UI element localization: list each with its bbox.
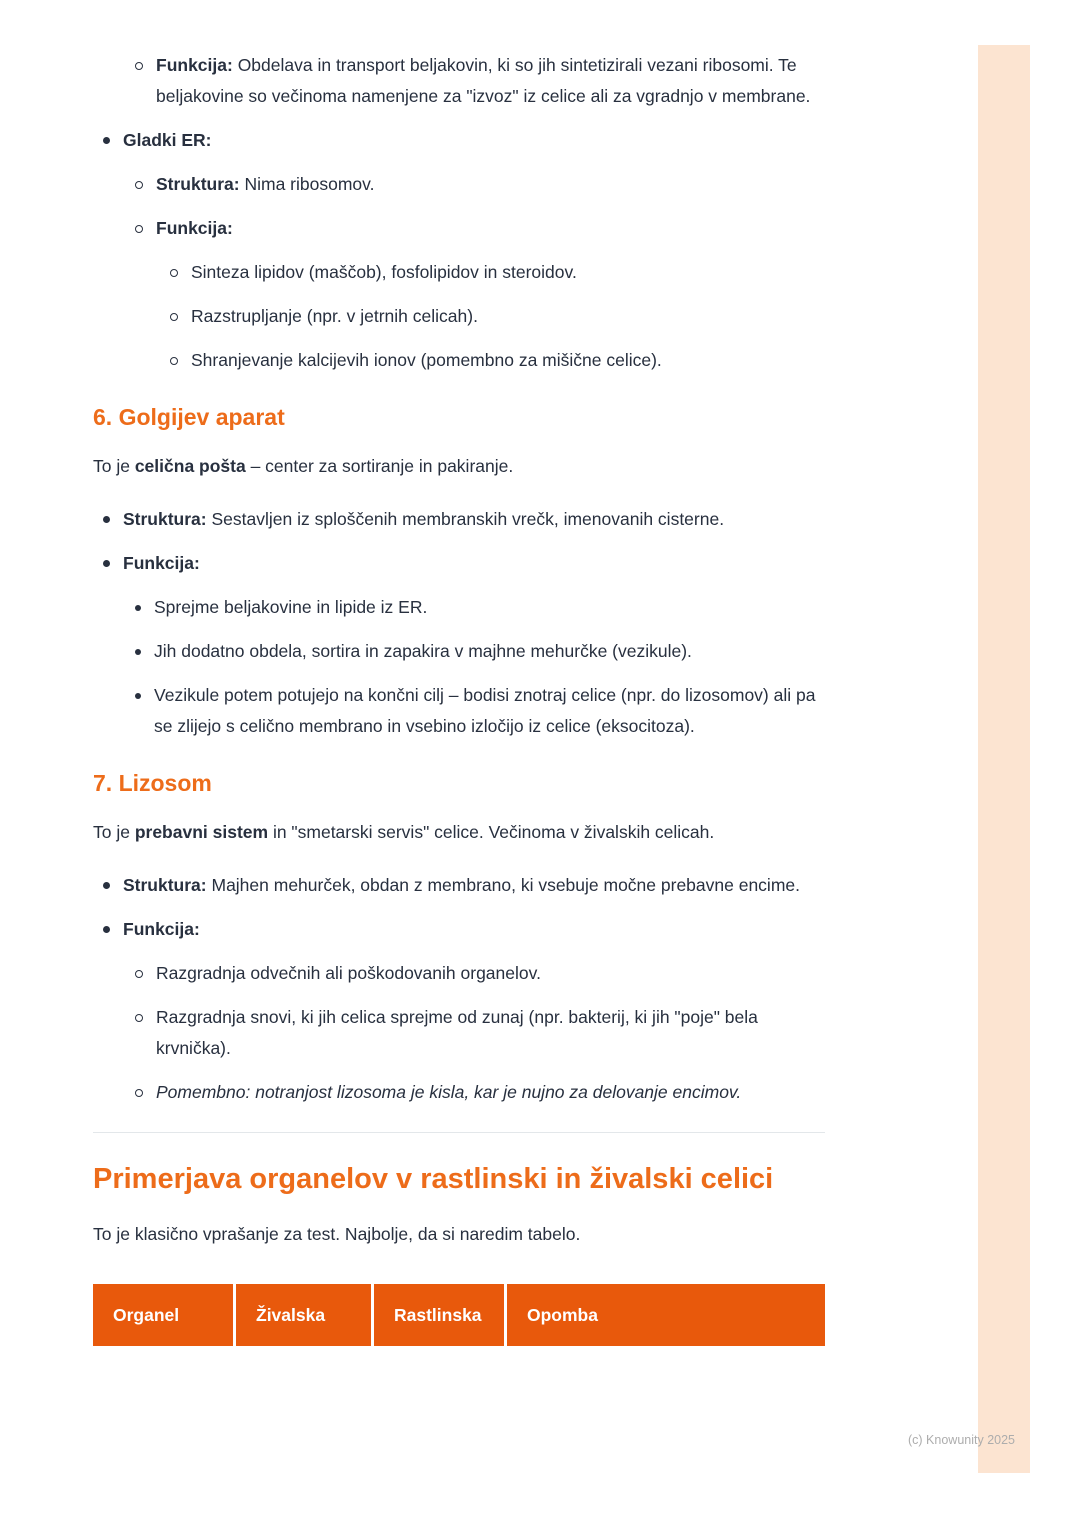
table-header-organel: Organel	[93, 1284, 233, 1346]
bullet-circle-icon	[135, 62, 143, 70]
list-item	[93, 125, 825, 156]
section-divider	[93, 1132, 825, 1133]
bullet-disc-icon	[135, 605, 141, 611]
list-item-text	[123, 548, 825, 579]
list-item-text	[154, 592, 825, 623]
bullet-circle-icon	[170, 357, 178, 365]
list-item-text	[156, 169, 825, 200]
list-item	[93, 870, 825, 901]
list-item-text	[123, 870, 825, 901]
footer-copyright: (c) Knowunity 2025	[908, 1433, 1016, 1447]
bullet-disc-icon	[135, 649, 141, 655]
list-item-label: Struktura:	[156, 174, 240, 194]
table-header-opomba: Opomba	[507, 1284, 825, 1346]
intro-text: To je	[93, 822, 135, 842]
bullet-disc-icon	[103, 926, 110, 933]
list-item-body: Vezikule potem potujejo na končni cilj – bodisi znotraj celice (npr. do lizosomov) ali pa se zlijejo s celično membrano in vsebino izločijo iz celice (eksocitoza).	[154, 685, 816, 736]
intro-text: in "smetarski servis" celice. Večinoma v živalskih celicah.	[268, 822, 715, 842]
list-item	[93, 50, 825, 112]
list-item-body: Sestavljen iz sploščenih membranskih vrečk, imenovanih cisterne.	[206, 509, 725, 529]
page-content	[93, 50, 825, 1346]
list-item	[93, 504, 825, 535]
list-item-label: Funkcija:	[123, 553, 200, 573]
list-item	[93, 301, 825, 332]
bullet-circle-icon	[135, 970, 143, 978]
list-item-text	[156, 213, 825, 244]
list-item-body: Shranjevanje kalcijevih ionov (pomembno za mišične celice).	[191, 350, 662, 370]
page-margin-strip	[978, 45, 1030, 1473]
list-item-body: Jih dodatno obdela, sortira in zapakira v majhne mehurčke (vezikule).	[154, 641, 692, 661]
bullet-circle-icon	[135, 1014, 143, 1022]
list-item-text	[154, 636, 825, 667]
list-item-text	[156, 1077, 825, 1108]
list-item	[93, 680, 825, 742]
bullet-circle-icon	[135, 181, 143, 189]
list-item-text	[156, 1002, 825, 1064]
list-item-label: Funkcija:	[156, 55, 233, 75]
list-item	[93, 914, 825, 945]
bullet-circle-icon	[135, 1089, 143, 1097]
list-item-note: Pomembno: notranjost lizosoma je kisla, kar je nujno za delovanje encimov.	[156, 1082, 742, 1102]
list-item	[93, 213, 825, 244]
list-item-body: Sinteza lipidov (maščob), fosfolipidov in steroidov.	[191, 262, 577, 282]
list-item	[93, 548, 825, 579]
list-item-body: Razgradnja snovi, ki jih celica sprejme od zunaj (npr. bakterij, ki jih "poje" bela krvnička).	[156, 1007, 758, 1058]
list-item-label: Funkcija:	[156, 218, 233, 238]
intro-text: To je	[93, 456, 135, 476]
bullet-disc-icon	[135, 693, 141, 699]
list-item	[93, 636, 825, 667]
list-item	[93, 1077, 825, 1108]
list-item-text	[156, 50, 825, 112]
comparison-intro: To je klasično vprašanje za test. Najbolje, da si naredim tabelo.	[93, 1224, 581, 1244]
list-item-body: Razstrupljanje (npr. v jetrnih celicah).	[191, 306, 478, 326]
list-item-body: Nima ribosomov.	[239, 174, 375, 194]
section-heading-lizosom: 7. Lizosom	[93, 770, 212, 796]
intro-text: – center za sortiranje in pakiranje.	[245, 456, 514, 476]
list-item-body: Majhen mehurček, obdan z membrano, ki vsebuje močne prebavne encime.	[206, 875, 800, 895]
list-item	[93, 345, 825, 376]
bullet-disc-icon	[103, 516, 110, 523]
list-item-body: Sprejme beljakovine in lipide iz ER.	[154, 597, 428, 617]
intro-bold-text: prebavni sistem	[134, 822, 269, 842]
list-item-text	[123, 125, 825, 156]
comparison-table-header-row	[93, 1284, 825, 1346]
list-item	[93, 592, 825, 623]
bullet-circle-icon	[135, 225, 143, 233]
list-item-text	[123, 914, 825, 945]
page-title-comparison: Primerjava organelov v rastlinski in živalski celici	[93, 1163, 774, 1195]
list-item	[93, 169, 825, 200]
list-item-text	[156, 958, 825, 989]
bullet-disc-icon	[103, 882, 110, 889]
bullet-disc-icon	[103, 560, 110, 567]
bullet-circle-icon	[170, 269, 178, 277]
section-heading-golgi: 6. Golgijev aparat	[93, 404, 285, 430]
table-header-rastlinska: Rastlinska	[374, 1284, 504, 1346]
list-item-text	[191, 257, 825, 288]
bullet-circle-icon	[170, 313, 178, 321]
list-item-body: Obdelava in transport beljakovin, ki so jih sintetizirali vezani ribosomi. Te beljakovine so večinoma namenjene za "izvoz" iz celice ali za vgradnjo v membrane.	[156, 55, 811, 106]
list-item	[93, 1002, 825, 1064]
intro-bold-text: celična pošta	[134, 456, 246, 476]
list-item-label: Struktura:	[123, 875, 207, 895]
list-item-text	[123, 504, 825, 535]
list-item	[93, 257, 825, 288]
bullet-disc-icon	[103, 137, 110, 144]
list-item-text	[191, 301, 825, 332]
section-intro	[93, 817, 825, 848]
list-item-text	[154, 680, 825, 742]
list-item-body: Razgradnja odvečnih ali poškodovanih organelov.	[156, 963, 541, 983]
table-header-zivalska: Živalska	[236, 1284, 371, 1346]
list-item-label: Struktura:	[123, 509, 207, 529]
list-item-label: Funkcija:	[123, 919, 200, 939]
list-item-label: Gladki ER:	[123, 130, 212, 150]
list-item-text	[191, 345, 825, 376]
list-item	[93, 958, 825, 989]
section-intro	[93, 451, 825, 482]
